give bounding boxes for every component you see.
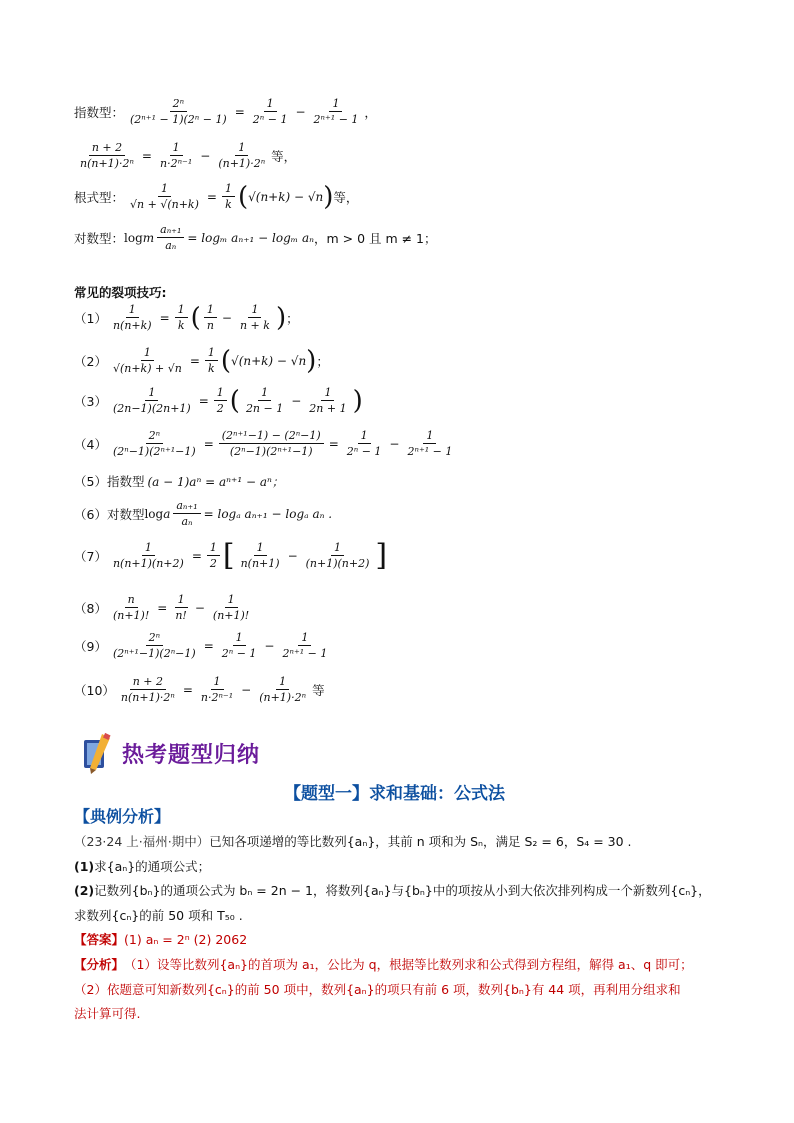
answer-label: 【答案】: [74, 932, 125, 947]
exp-type-line: 指数型： $\frac{\text{2ⁿ}}{\text{(2ⁿ⁺¹ − 1)(2ⁿ − 1)}}$ = $\frac{1}{\text{2ⁿ − 1}}$ − $\frac{1}{\text{2ⁿ⁺¹ − 1}}$ ，: [74, 97, 377, 126]
n2-fraction-r2: $\frac{1}{\text{(n+1)·2ⁿ}}$: [218, 141, 266, 170]
analysis-line-2: （2）依题意可知新数列{cₙ}的前 50 项中，数列{aₙ}的项只有前 6 项，数列{bₙ}有 44 项，再利用分组求和: [74, 982, 681, 997]
technique-1: （1） $\frac{1}{n(n+k)}$ = $\frac{1}{k}$ ( $\frac{1}{n}$ − $\frac{1}{n + k}$ ) ；: [74, 302, 299, 333]
log-type-label: 对数型：: [74, 230, 125, 246]
techniques-heading: 常见的裂项技巧:: [74, 285, 167, 300]
exp-fraction-r1: $\frac{1}{\text{2ⁿ − 1}}$: [252, 97, 288, 126]
technique-2: （2） $\frac{1}{√(n+k) + √n}$ = $\frac{1}{k}$ ( √(n+k) − √n ) ；: [74, 345, 329, 376]
exp-fraction: $\frac{\text{2ⁿ}}{\text{(2ⁿ⁺¹ − 1)(2ⁿ − 1)}}$: [130, 97, 227, 126]
question-2-line-1: (2) 记数列{bₙ}的通项公式为 bₙ = 2n − 1，将数列{aₙ}与{bₙ}中的项按从小到大依次排列构成一个新数列{cₙ}，: [74, 882, 711, 898]
technique-10: （10） $\frac{n + 2}{\text{n(n+1)·2ⁿ}}$ = $\frac{1}{\text{n·2ⁿ⁻¹}}$ − $\frac{1}{\text{(n+1)·2ⁿ}}$ 等: [74, 675, 325, 704]
question-2-line-2: 求数列{cₙ}的前 50 项和 T₅₀ .: [74, 908, 243, 923]
technique-8: （8） $\frac{n}{(n+1)!}$ = $\frac{1}{n!}$ − $\frac{1}{(n+1)!}$: [74, 593, 250, 622]
n2-type-line: $\frac{n + 2}{\text{n(n+1)·2ⁿ}}$ = $\frac{1}{\text{n·2ⁿ⁻¹}}$ − $\frac{1}{\text{(n+1)·2ⁿ}}$ 等，: [74, 140, 296, 171]
root-type-line: 根式型： $\frac{1}{√n + √(n+k)}$ = $\frac{1}{k}$ ( √(n+k) − √n ) 等，: [74, 181, 359, 212]
analysis-label: 【分析】: [74, 957, 125, 972]
problem-stem: [74, 832, 632, 850]
example-heading: 【典例分析】: [74, 807, 171, 826]
exp-type-label: 指数型：: [74, 104, 125, 120]
technique-6: （6） 对数型 log a $\frac{\text{aₙ₊₁}}{\text{aₙ}}$ = logₐ aₙ₊₁ − logₐ aₙ .: [74, 499, 333, 528]
answer-body: (1) aₙ = 2ⁿ (2) 2062: [124, 931, 248, 947]
exp-fraction-r2: $\frac{1}{\text{2ⁿ⁺¹ − 1}}$: [313, 97, 359, 126]
log-type-line: 对数型： log m $\frac{\text{aₙ₊₁}}{\text{aₙ}}$ = logₘ aₙ₊₁ − logₘ aₙ ，m > 0 且 m ≠ 1；: [74, 223, 437, 252]
problem-source: （23·24 上·福州·期中）: [74, 834, 210, 849]
log-fraction: $\frac{\text{aₙ₊₁}}{\text{aₙ}}$: [157, 222, 184, 253]
n2-fraction: $\frac{n + 2}{\text{n(n+1)·2ⁿ}}$: [80, 141, 134, 170]
answer-line: [74, 930, 247, 948]
root-type-label: 根式型：: [74, 189, 125, 205]
question-1: (1) 求{aₙ}的通项公式；: [74, 858, 211, 874]
hot-topics-banner: [80, 732, 260, 774]
pencil-book-icon: [80, 732, 116, 774]
problem-text: 已知各项递增的等比数列{aₙ}，其前 n 项和为 Sₙ，满足 S₂ = 6，S₄ = 30 .: [209, 834, 632, 849]
technique-4: （4） $\frac{\text{2ⁿ}}{\text{(2ⁿ−1)(2ⁿ⁺¹−1)}}$ = $\frac{\text{(2ⁿ⁺¹−1) − (2ⁿ−1)}}{\text{(2ⁿ−1)(2ⁿ⁺¹−1)}}$ = $\frac{1}{\text{2ⁿ − 1}}$ − $\frac{1}{\text{2ⁿ⁺¹ − 1}}$: [74, 429, 453, 458]
root-fraction: $\frac{1}{√n + √(n+k)}$: [130, 182, 199, 211]
technique-9: （9） $\frac{\text{2ⁿ}}{\text{(2ⁿ⁺¹−1)(2ⁿ−1)}}$ = $\frac{1}{\text{2ⁿ − 1}}$ − $\frac{1}{\text{2ⁿ⁺¹ − 1}}$: [74, 631, 328, 660]
analysis-line-3: 法计算可得.: [74, 1006, 141, 1021]
root-k-fraction: $\frac{1}{k}$: [222, 181, 235, 212]
section-title: 【题型一】求和基础：公式法: [284, 784, 505, 804]
analysis-line-1: 【分析】 （1）设等比数列{aₙ}的首项为 a₁，公比为 q，根据等比数列求和公式得到方程组，解得 a₁、q 即可；: [74, 957, 693, 972]
technique-5: （5） 指数型 (a − 1)aⁿ = aⁿ⁺¹ − aⁿ；: [74, 474, 284, 489]
technique-3: （3） $\frac{1}{(2n-1)(2n+1)}$ = $\frac{1}{2}$ ( $\frac{1}{2n - 1}$ − $\frac{1}{2n + 1}$ ): [74, 385, 363, 416]
banner-title: 热考题型归纳: [122, 742, 261, 768]
n2-fraction-r1: $\frac{1}{\text{n·2ⁿ⁻¹}}$: [159, 141, 193, 170]
technique-7: （7） $\frac{1}{n(n+1)(n+2)}$ = $\frac{1}{2}$ [ $\frac{1}{n(n+1)}$ − $\frac{1}{(n+1)(n+2)}$ ]: [74, 537, 388, 573]
